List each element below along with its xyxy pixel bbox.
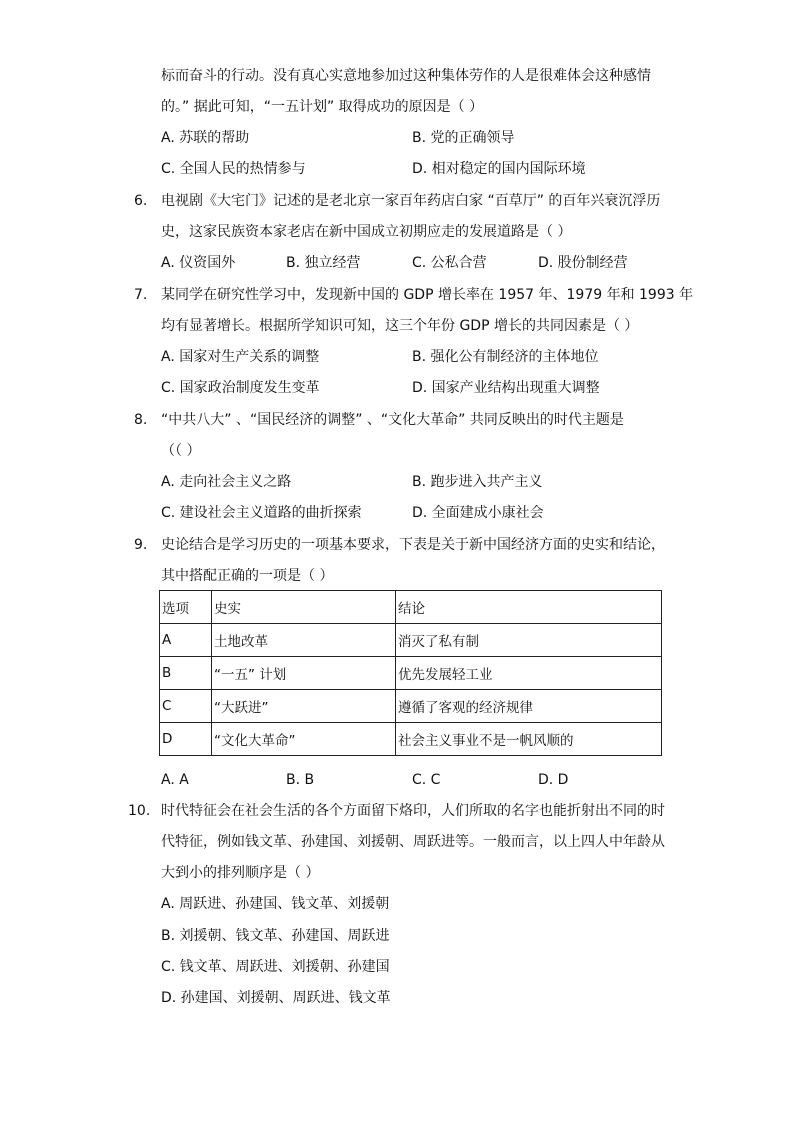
q10-stem-line1: 时代特征会在社会生活的各个方面留下烙印，人们所取的名字也能折射出不同的时	[161, 803, 665, 819]
q10-option-a[interactable]: A. 周跃进、孙建国、钱文革、刘援朝	[161, 896, 390, 912]
q9-table	[159, 590, 662, 756]
table-cell: D	[160, 723, 212, 756]
table-row	[160, 624, 662, 657]
table-row	[160, 690, 662, 723]
q7-stem-line2: 均有显著增长。根据所学知识可知，这三个年份 GDP 增长的共同因素是（ ）	[161, 318, 639, 334]
q5-option-b[interactable]: B. 党的正确领导	[412, 130, 515, 146]
table-header-row	[160, 591, 662, 624]
q10-option-c[interactable]: C. 钱文革、周跃进、刘援朝、孙建国	[161, 959, 390, 975]
q6-option-c[interactable]: C. 公私合营	[412, 255, 487, 271]
q9-option-d[interactable]: D. D	[538, 772, 569, 788]
q8-option-c[interactable]: C. 建设社会主义道路的曲折探索	[161, 505, 362, 521]
q6-stem-line2: 史，这家民族资本家老店在新中国成立初期应走的发展道路是（ ）	[161, 224, 572, 240]
table-cell: “一五” 计划	[212, 657, 396, 690]
q5-option-c[interactable]: C. 全国人民的热情参与	[161, 161, 306, 177]
q6-option-b[interactable]: B. 独立经营	[286, 255, 361, 271]
q9-option-a[interactable]: A. A	[161, 772, 189, 788]
table-cell: C	[160, 690, 212, 723]
q7-number: 7.	[134, 287, 148, 303]
q10-option-b[interactable]: B. 刘援朝、钱文革、孙建国、周跃进	[161, 928, 390, 944]
table-row	[160, 723, 662, 756]
table-header-conclusion: 结论	[396, 591, 662, 624]
q5-option-d[interactable]: D. 相对稳定的国内国际环境	[412, 161, 586, 177]
q7-option-a[interactable]: A. 国家对生产关系的调整	[161, 349, 320, 365]
q10-number: 10.	[128, 803, 151, 819]
q7-option-d[interactable]: D. 国家产业结构出现重大调整	[412, 380, 600, 396]
table-cell: 土地改革	[212, 624, 396, 657]
q6-option-d[interactable]: D. 股份制经营	[538, 255, 628, 271]
q5-stem-line2: 的。” 据此可知，“一五计划” 取得成功的原因是（ ）	[161, 99, 484, 115]
q8-stem-line1: “中共八大” 、“国民经济的调整” 、“文化大革命” 共同反映出的时代主题是	[161, 412, 624, 428]
q10-stem-line2: 代特征，例如钱文革、孙建国、刘援朝、周跃进等。一般而言，以上四人中年龄从	[161, 834, 665, 850]
q8-option-a[interactable]: A. 走向社会主义之路	[161, 474, 292, 490]
table-cell: 遵循了客观的经济规律	[396, 690, 662, 723]
table-cell: 优先发展轻工业	[396, 657, 662, 690]
table-cell: “大跃进”	[212, 690, 396, 723]
q7-option-b[interactable]: B. 强化公有制经济的主体地位	[412, 349, 599, 365]
q9-option-b[interactable]: B. B	[286, 772, 315, 788]
q6-number: 6.	[134, 193, 148, 209]
table-cell: B	[160, 657, 212, 690]
table-cell: 消灭了私有制	[396, 624, 662, 657]
q6-stem-line1: 电视剧《大宅门》记述的是老北京一家百年药店白家 “百草厅” 的百年兴衰沉浮历	[161, 193, 661, 209]
q5-option-a[interactable]: A. 苏联的帮助	[161, 130, 250, 146]
q9-stem-line2: 其中搭配正确的一项是（ ）	[161, 568, 334, 584]
q10-option-d[interactable]: D. 孙建国、刘援朝、周跃进、钱文革	[161, 990, 391, 1006]
table-cell: 社会主义事业不是一帆风顺的	[396, 723, 662, 756]
q10-stem-line3: 大到小的排列顺序是（ ）	[161, 865, 320, 881]
table-row	[160, 657, 662, 690]
q8-number: 8.	[134, 412, 148, 428]
q9-option-c[interactable]: C. C	[412, 772, 441, 788]
q8-option-d[interactable]: D. 全面建成小康社会	[412, 505, 544, 521]
table-header-fact: 史实	[212, 591, 396, 624]
q6-option-a[interactable]: A. 仪资国外	[161, 255, 236, 271]
table-header-option: 选项	[160, 591, 212, 624]
q9-stem-line1: 史论结合是学习历史的一项基本要求，下表是关于新中国经济方面的史实和结论，	[161, 537, 665, 553]
q5-stem-line1: 标而奋斗的行动。没有真心实意地参加过这种集体劳作的人是很难体会这种感情	[161, 68, 651, 84]
q8-stem-line2: （（ ）	[161, 443, 201, 459]
q9-number: 9.	[134, 537, 148, 553]
table-cell: A	[160, 624, 212, 657]
q7-option-c[interactable]: C. 国家政治制度发生变革	[161, 380, 320, 396]
table-cell: “文化大革命”	[212, 723, 396, 756]
q7-stem-line1: 某同学在研究性学习中，发现新中国的 GDP 增长率在 1957 年、1979 年和 1993 年	[161, 287, 694, 303]
q8-option-b[interactable]: B. 跑步进入共产主义	[412, 474, 543, 490]
